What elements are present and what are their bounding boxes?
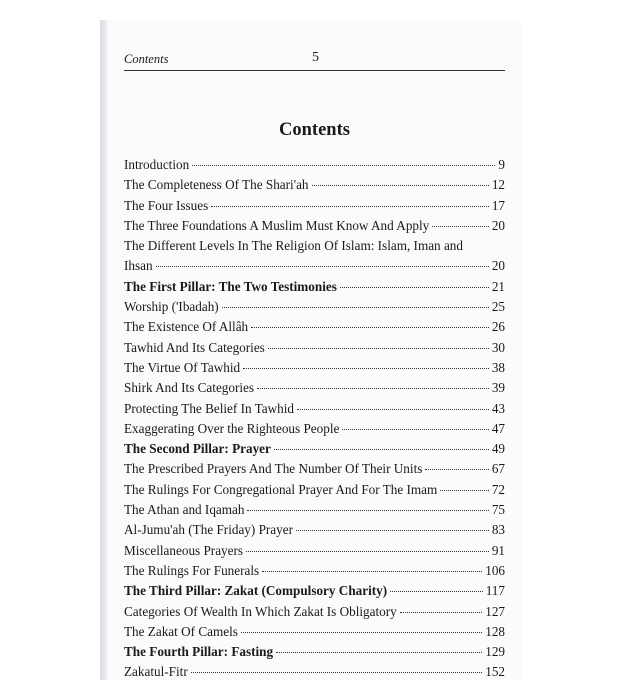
- toc-entry-title: Worship ('Ibadah): [124, 299, 219, 315]
- toc-leader-dots: [390, 590, 483, 592]
- toc-entry-page: 106: [485, 562, 505, 578]
- toc-entry[interactable]: [124, 317, 505, 337]
- table-of-contents: [124, 155, 505, 683]
- toc-entry[interactable]: [124, 216, 505, 236]
- toc-entry-page: 129: [485, 644, 505, 660]
- toc-entry-page: 39: [491, 380, 505, 396]
- toc-leader-dots: [268, 347, 489, 349]
- toc-entry[interactable]: [124, 419, 505, 439]
- toc-entry-page: 83: [491, 522, 505, 538]
- toc-leader-dots: [257, 387, 489, 389]
- toc-leader-dots: [312, 184, 489, 186]
- toc-entry-page: 26: [491, 319, 505, 335]
- toc-entry-page: 20: [491, 217, 505, 233]
- toc-entry[interactable]: [124, 399, 505, 419]
- toc-leader-dots: [425, 468, 488, 470]
- toc-entry-title: The Fourth Pillar: Fasting: [124, 644, 274, 660]
- toc-entry[interactable]: [124, 602, 505, 622]
- toc-leader-dots: [432, 225, 489, 227]
- toc-entry-title: Categories Of Wealth In Which Zakat Is Obligatory: [124, 603, 397, 619]
- toc-entry-title: Zakatul-Fitr: [124, 664, 188, 680]
- toc-entry-page: 75: [491, 502, 505, 518]
- toc-entry-title: Exaggerating Over the Righteous People: [124, 420, 340, 436]
- toc-entry-page: 38: [491, 359, 505, 375]
- toc-entry-page: 9: [498, 157, 505, 172]
- toc-entry-title: Shirk And Its Categories: [124, 380, 255, 396]
- toc-leader-dots: [440, 489, 489, 491]
- toc-entry-title: The Completeness Of The Shari'ah: [124, 177, 309, 193]
- toc-leader-dots: [211, 205, 489, 207]
- toc-entry-title: Tawhid And Its Categories: [124, 339, 265, 355]
- toc-leader-dots: [340, 286, 489, 288]
- toc-entry[interactable]: [124, 662, 505, 682]
- toc-entry[interactable]: [124, 297, 505, 317]
- toc-entry[interactable]: [124, 358, 505, 378]
- toc-leader-dots: [276, 651, 482, 653]
- toc-entry-title: The Virtue Of Tawhid: [124, 359, 241, 375]
- toc-leader-dots: [246, 550, 489, 552]
- toc-leader-dots: [251, 326, 489, 328]
- toc-entry-title: The Second Pillar: Prayer: [124, 441, 271, 457]
- toc-entry-page: 128: [485, 623, 505, 639]
- toc-entry-page: 43: [491, 400, 505, 416]
- toc-leader-dots: [156, 265, 489, 267]
- toc-leader-dots: [222, 306, 489, 308]
- toc-entry-page: 47: [491, 420, 505, 436]
- toc-entry-page: 49: [491, 441, 505, 457]
- toc-entry[interactable]: [124, 338, 505, 358]
- toc-entry-pillar[interactable]: [124, 439, 505, 459]
- toc-leader-dots: [262, 570, 482, 572]
- toc-entry-title: Ihsan: [124, 258, 153, 274]
- toc-leader-dots: [400, 611, 482, 613]
- toc-entry-title: The Different Levels In The Religion Of Islam: Islam, Iman and: [124, 238, 463, 254]
- toc-entry-pillar[interactable]: [124, 581, 505, 601]
- toc-entry-title: The Athan and Iqamah: [124, 502, 245, 518]
- toc-entry-title: The Prescribed Prayers And The Number Of Their Units: [124, 461, 423, 477]
- toc-entry-title: The First Pillar: The Two Testimonies: [124, 278, 337, 294]
- toc-entry-title: The Rulings For Congregational Prayer And For The Imam: [124, 481, 438, 497]
- toc-entry[interactable]: [124, 378, 505, 398]
- toc-entry-title: The Third Pillar: Zakat (Compulsory Charity): [124, 583, 388, 599]
- toc-entry-title: Introduction: [124, 157, 190, 172]
- toc-entry-page: 127: [485, 603, 505, 619]
- toc-entry[interactable]: [124, 155, 505, 175]
- toc-entry-page: 12: [491, 177, 505, 193]
- running-head-title: Contents: [124, 52, 169, 66]
- toc-entry-title: Miscellaneous Prayers: [124, 542, 244, 558]
- toc-entry[interactable]: [124, 256, 505, 276]
- toc-entry-page: 117: [485, 583, 505, 599]
- toc-entry-pillar[interactable]: [124, 642, 505, 662]
- toc-entry-page: 72: [491, 481, 505, 497]
- toc-leader-dots: [192, 164, 495, 166]
- toc-leader-dots: [247, 509, 488, 511]
- toc-entry-page: 25: [491, 299, 505, 315]
- toc-leader-dots: [342, 428, 488, 430]
- toc-leader-dots: [243, 367, 489, 369]
- toc-leader-dots: [296, 529, 489, 531]
- running-head-page-number: 5: [312, 50, 319, 65]
- toc-leader-dots: [274, 448, 489, 450]
- toc-entry[interactable]: [124, 622, 505, 642]
- toc-entry-page: 152: [485, 664, 505, 680]
- toc-entry-title: The Existence Of Allâh: [124, 319, 249, 335]
- toc-entry-page: 67: [491, 461, 505, 477]
- toc-entry-title: The Rulings For Funerals: [124, 562, 260, 578]
- toc-entry[interactable]: [124, 196, 505, 216]
- toc-leader-dots: [191, 671, 482, 673]
- toc-entry[interactable]: [124, 459, 505, 479]
- toc-entry-page: 30: [491, 339, 505, 355]
- toc-entry-page: 91: [491, 542, 505, 558]
- toc-entry-title: Al-Jumu'ah (The Friday) Prayer: [124, 522, 294, 538]
- toc-leader-dots: [241, 631, 482, 633]
- toc-entry-wrapped-line[interactable]: [124, 236, 505, 256]
- toc-entry[interactable]: [124, 520, 505, 540]
- toc-entry[interactable]: [124, 561, 505, 581]
- toc-entry-page: 17: [491, 197, 505, 213]
- toc-entry-title: The Three Foundations A Muslim Must Know And Apply: [124, 217, 430, 233]
- book-spine-shadow: [100, 20, 107, 680]
- toc-entry-title: Protecting The Belief In Tawhid: [124, 400, 294, 416]
- toc-leader-dots: [297, 408, 489, 410]
- toc-entry-pillar[interactable]: [124, 277, 505, 297]
- toc-entry[interactable]: [124, 541, 505, 561]
- toc-entry-page: 21: [491, 278, 505, 294]
- running-head: [124, 50, 505, 71]
- toc-entry[interactable]: [124, 480, 505, 500]
- toc-entry[interactable]: [124, 175, 505, 195]
- toc-entry-title: The Zakat Of Camels: [124, 623, 238, 639]
- toc-entry-page: 20: [491, 258, 505, 274]
- toc-entry-title: The Four Issues: [124, 197, 209, 213]
- toc-entry[interactable]: [124, 500, 505, 520]
- page-title: Contents: [279, 120, 350, 140]
